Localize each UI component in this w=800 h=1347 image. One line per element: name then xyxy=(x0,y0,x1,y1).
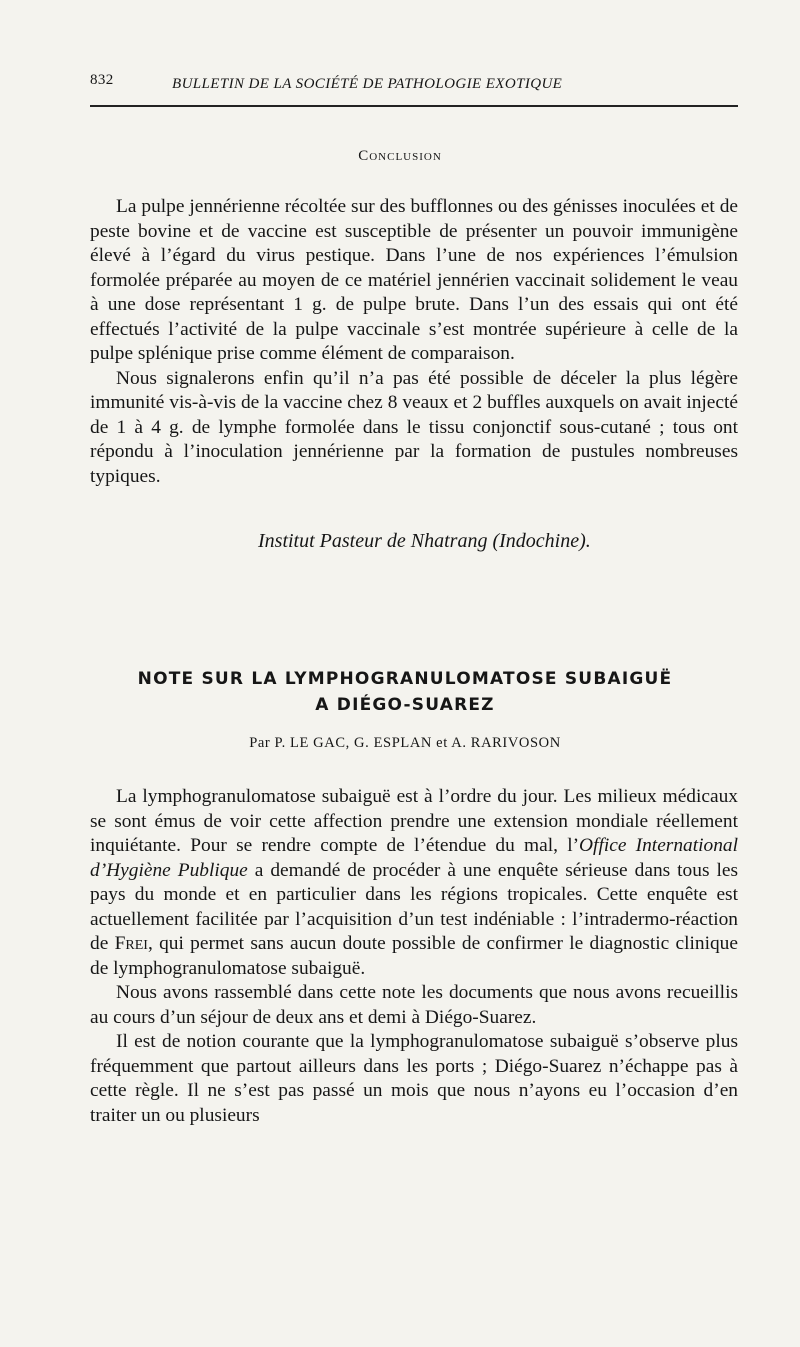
article-paragraph-1 xyxy=(90,785,738,981)
institution-signature: Institut Pasteur de Nhatrang (Indochine). xyxy=(258,530,591,552)
conclusion-paragraph-1: La pulpe jennérienne récoltée sur des bufflonnes ou des génisses inoculées et de peste bovine et de vaccine est susceptible de présenter un pouvoir immunigène élevé à l’égard du virus pestique. Dans l’une de nos expériences l’émulsion formolée préparée au moyen de ce matériel jennérien vaccinait solidement le veau à une dose représentant 1 g. de pulpe brute. Dans l’un des essais qui ont été effectués l’activité de la pulpe vaccinale s’est montrée supérieure à celle de la pulpe splénique prise comme élément de comparaison. xyxy=(90,196,738,364)
article-title-line-1: NOTE SUR LA LYMPHOGRANULOMATOSE SUBAIGUË xyxy=(137,669,673,689)
article-authors: Par P. LE GAC, G. ESPLAN et A. RARIVOSON xyxy=(249,735,561,751)
paragraph-text: La lymphogranulomatose subaiguë est à l’ordre du jour. Les milieux médicaux se sont émus de voir cette affection prendre une extension mondiale réellement inquiétante. Pour se rendre compte de l’étendue du mal, l’ xyxy=(90,786,738,856)
conclusion-paragraph-2: Nous signalerons enfin qu’il n’a pas été possible de déceler la plus légère immunité vis-à-vis de la vaccine chez 8 veaux et 2 buffles auxquels on avait injecté de 1 à 4 g. de lymphe formolée dans le tissu conjonctif sous-cutané ; tous ont répondu à l’inoculation jennérienne par la formation de pustules nombreuses typiques. xyxy=(90,367,738,487)
conclusion-body xyxy=(90,195,738,489)
article-body xyxy=(90,785,738,1128)
article-title-line-2: A DIÉGO-SUAREZ xyxy=(315,695,495,715)
journal-title: BULLETIN DE LA SOCIÉTÉ DE PATHOLOGIE EXOTIQUE xyxy=(172,76,563,92)
conclusion-heading: Conclusion xyxy=(358,148,442,164)
header-rule xyxy=(90,105,738,107)
organization-name: Office International d’Hygiène Publique xyxy=(90,835,738,881)
paragraph-text: a demandé de procéder à une enquête sérieuse dans tous les pays du monde et en particulier dans les régions tropicales. Cette enquête est actuellement facilitée par l’acquisition d’un test indéniable : l’intradermo-réaction de xyxy=(90,859,739,954)
article-paragraph-2: Nous avons rassemblé dans cette note les documents que nous avons recueillis au cours d’un séjour de deux ans et demi à Diégo-Suarez. xyxy=(90,982,738,1028)
article-paragraph-3: Il est de notion courante que la lymphogranulomatose subaiguë s’observe plus fréquemment que partout ailleurs dans les ports ; Diégo-Suarez n’échappe pas à cette règle. Il ne s’est pas passé un mois que nous n’ayons eu l’occasion d’en traiter un ou plusieurs xyxy=(90,1031,738,1126)
author-name: Frei xyxy=(114,933,148,954)
article-title xyxy=(0,666,800,718)
page-number: 832 xyxy=(90,72,114,88)
paragraph-text: , qui permet sans aucun doute possible de confirmer le diagnostic clinique de lymphogranulomatose subaiguë. xyxy=(90,933,738,979)
